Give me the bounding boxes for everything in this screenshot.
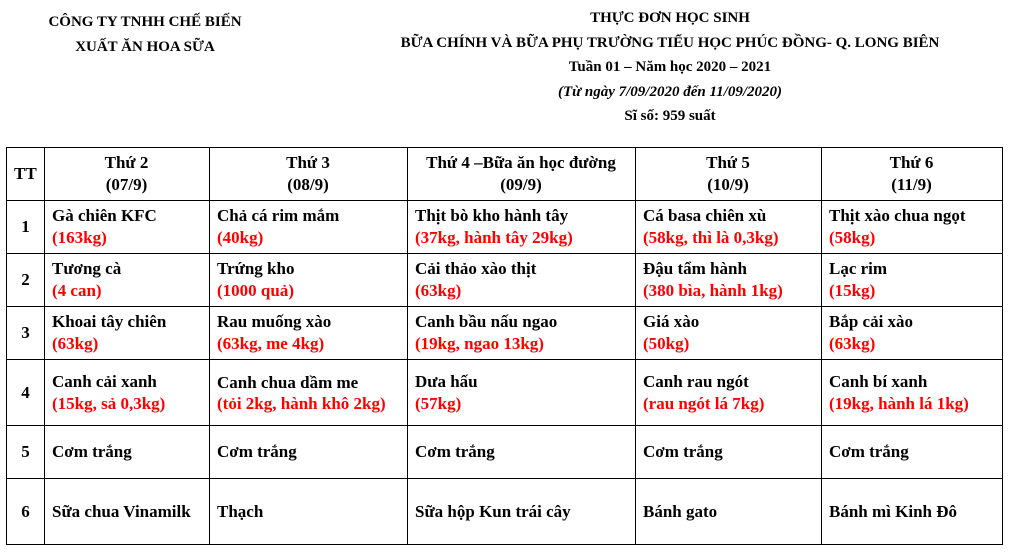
menu-cell: Cải thảo xào thịt (63kg) xyxy=(408,254,636,307)
menu-cell: Bắp cải xào (63kg) xyxy=(822,307,1003,360)
menu-cell: Canh chua dầm me (tỏi 2kg, hành khô 2kg) xyxy=(210,360,408,426)
menu-cell: Tương cà (4 can) xyxy=(45,254,210,307)
menu-subtitle: BỮA CHÍNH VÀ BỮA PHỤ TRƯỜNG TIỂU HỌC PHÚC ĐỒNG- Q. LONG BIÊN xyxy=(400,34,940,51)
menu-cell: Trứng kho (1000 quả) xyxy=(210,254,408,307)
menu-cell: Bánh mì Kinh Đô xyxy=(822,479,1003,545)
menu-week: Tuần 01 – Năm học 2020 – 2021 xyxy=(568,59,772,75)
company-line-1: CÔNG TY TNHH CHẾ BIẾN xyxy=(48,14,242,30)
menu-cell: Gà chiên KFC (163kg) xyxy=(45,201,210,254)
header-row xyxy=(7,148,1003,201)
menu-cell: Canh bí xanh (19kg, hành lá 1kg) xyxy=(822,360,1003,426)
row-number: 2 xyxy=(7,254,45,307)
row-number: 1 xyxy=(7,201,45,254)
menu-cell: Rau muống xào (63kg, me 4kg) xyxy=(210,307,408,360)
menu-cell: Canh bầu nấu ngao (19kg, ngao 13kg) xyxy=(408,307,636,360)
table-row xyxy=(7,426,1003,479)
table-row xyxy=(7,201,1003,254)
menu-cell: Cơm trắng xyxy=(45,426,210,479)
menu-cell: Dưa hấu (57kg) xyxy=(408,360,636,426)
row-number: 5 xyxy=(7,426,45,479)
menu-cell: Giá xào (50kg) xyxy=(636,307,822,360)
company-line-2: XUẤT ĂN HOA SỮA xyxy=(75,39,215,55)
company-name xyxy=(0,10,290,60)
menu-cell: Cá basa chiên xù (58kg, thì là 0,3kg) xyxy=(636,201,822,254)
table-row xyxy=(7,479,1003,545)
row-number: 6 xyxy=(7,479,45,545)
table-row xyxy=(7,360,1003,426)
table-row xyxy=(7,254,1003,307)
menu-count: Sĩ số: 959 suất xyxy=(624,108,716,124)
day-header: Thứ 4 –Bữa ăn học đường (09/9) xyxy=(408,148,636,201)
day-header: Thứ 2 (07/9) xyxy=(45,148,210,201)
menu-cell: Khoai tây chiên (63kg) xyxy=(45,307,210,360)
day-header: Thứ 6 (11/9) xyxy=(822,148,1003,201)
menu-cell: Canh cải xanh (15kg, sả 0,3kg) xyxy=(45,360,210,426)
menu-cell: Cơm trắng xyxy=(636,426,822,479)
menu-cell: Sữa chua Vinamilk xyxy=(45,479,210,545)
menu-cell: Thịt xào chua ngọt (58kg) xyxy=(822,201,1003,254)
tt-header: TT xyxy=(7,148,45,201)
menu-cell: Chả cá rim mắm (40kg) xyxy=(210,201,408,254)
day-header: Thứ 5 (10/9) xyxy=(636,148,822,201)
menu-cell: Thạch xyxy=(210,479,408,545)
menu-cell: Cơm trắng xyxy=(408,426,636,479)
table-row xyxy=(7,307,1003,360)
day-header: Thứ 3 (08/9) xyxy=(210,148,408,201)
menu-cell: Sữa hộp Kun trái cây xyxy=(408,479,636,545)
row-number: 4 xyxy=(7,360,45,426)
menu-cell: Bánh gato xyxy=(636,479,822,545)
menu-dates: (Từ ngày 7/09/2020 đến 11/09/2020) xyxy=(558,83,782,100)
menu-title: THỰC ĐƠN HỌC SINH xyxy=(590,10,750,26)
menu-cell: Đậu tẩm hành (380 bìa, hành 1kg) xyxy=(636,254,822,307)
menu-cell: Cơm trắng xyxy=(822,426,1003,479)
menu-cell: Canh rau ngót (rau ngót lá 7kg) xyxy=(636,360,822,426)
menu-header xyxy=(330,6,1010,129)
menu-table xyxy=(6,147,1003,545)
menu-cell: Thịt bò kho hành tây (37kg, hành tây 29kg) xyxy=(408,201,636,254)
menu-cell: Cơm trắng xyxy=(210,426,408,479)
menu-cell: Lạc rim (15kg) xyxy=(822,254,1003,307)
row-number: 3 xyxy=(7,307,45,360)
